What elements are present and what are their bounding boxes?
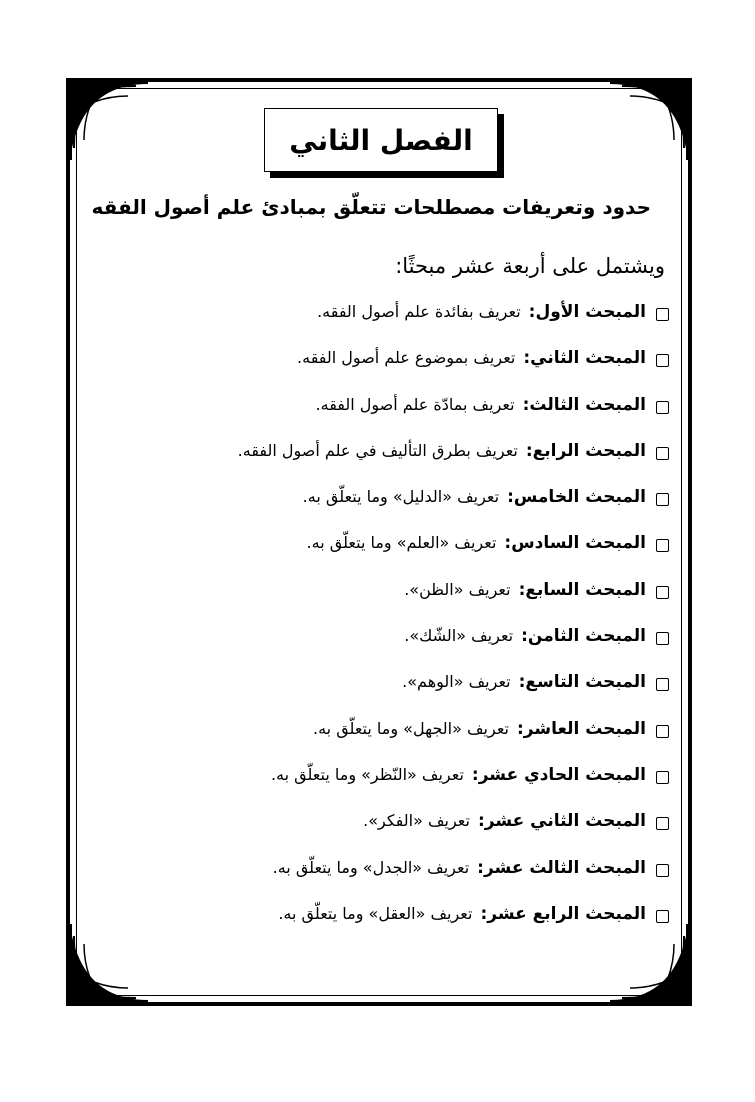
section-label: المبحث السادس: [504, 533, 646, 554]
chapter-intro: ويشتمل على أربعة عشر مبحثًا: [395, 254, 665, 278]
section-label: المبحث الثالث: [522, 394, 646, 415]
checkbox-icon [656, 539, 669, 552]
list-item [238, 672, 669, 718]
section-label: المبحث الأول: [528, 302, 646, 322]
section-label: المبحث الثامن: [521, 626, 646, 647]
list-item [238, 395, 669, 441]
checkbox-icon [656, 493, 669, 506]
checkbox-icon [656, 864, 669, 877]
sections-list [238, 302, 669, 950]
checkbox-icon [656, 771, 669, 784]
corner-ornament-icon [66, 78, 148, 160]
section-description: تعريف «الشّك». [404, 626, 514, 646]
checkbox-icon [656, 401, 669, 414]
list-item [238, 811, 669, 857]
section-description: تعريف «الجدل» وما يتعلّق به. [272, 857, 470, 877]
corner-ornament-icon [610, 78, 692, 160]
section-description: تعريف «الوهم». [402, 672, 511, 692]
section-description: تعريف بموضوع علم أصول الفقه. [297, 348, 516, 368]
list-item [238, 904, 669, 950]
checkbox-icon [656, 817, 669, 830]
checkbox-icon [656, 678, 669, 691]
checkbox-icon [656, 308, 669, 321]
list-item [238, 765, 669, 811]
list-item [238, 626, 669, 672]
list-item [238, 487, 669, 533]
section-label: المبحث الثالث عشر: [477, 857, 646, 878]
list-item [238, 580, 669, 626]
section-description: تعريف بطرق التأليف في علم أصول الفقه. [237, 440, 518, 460]
section-label: المبحث الرابع: [525, 440, 646, 461]
section-label: المبحث التاسع: [518, 672, 646, 693]
list-item [238, 441, 669, 487]
section-label: المبحث الرابع عشر: [480, 903, 646, 924]
section-description: تعريف «النّظر» وما يتعلّق به. [270, 764, 464, 784]
section-label: المبحث السابع: [518, 579, 646, 600]
section-description: تعريف «الفكر». [363, 811, 470, 831]
section-description: تعريف «العقل» وما يتعلّق به. [278, 903, 473, 923]
checkbox-icon [656, 447, 669, 460]
corner-ornament-icon [66, 924, 148, 1006]
chapter-title: الفصل الثاني [289, 123, 473, 157]
section-description: تعريف «الجهل» وما يتعلّق به. [312, 718, 509, 738]
list-item [238, 858, 669, 904]
section-description: تعريف بفائدة علم أصول الفقه. [317, 302, 521, 321]
checkbox-icon [656, 586, 669, 599]
section-label: المبحث العاشر: [517, 718, 646, 739]
section-label: المبحث الثاني: [523, 348, 646, 369]
list-item [238, 348, 669, 394]
checkbox-icon [656, 354, 669, 367]
section-description: تعريف «الدليل» وما يتعلّق به. [302, 487, 500, 507]
checkbox-icon [656, 910, 669, 923]
list-item [238, 302, 669, 348]
section-description: تعريف بمادّة علم أصول الفقه. [315, 394, 515, 414]
section-description: تعريف «الظن». [404, 579, 511, 599]
chapter-title-box [264, 108, 498, 172]
checkbox-icon [656, 725, 669, 738]
section-label: المبحث الخامس: [507, 487, 646, 508]
list-item [238, 719, 669, 765]
section-description: تعريف «العلم» وما يتعلّق به. [306, 533, 497, 553]
section-label: المبحث الثاني عشر: [477, 811, 646, 832]
chapter-subtitle: حدود وتعريفات مصطلحات تتعلّق بمبادئ علم أصول الفقه [91, 195, 651, 219]
section-label: المبحث الحادي عشر: [471, 764, 646, 785]
list-item [238, 533, 669, 579]
checkbox-icon [656, 632, 669, 645]
